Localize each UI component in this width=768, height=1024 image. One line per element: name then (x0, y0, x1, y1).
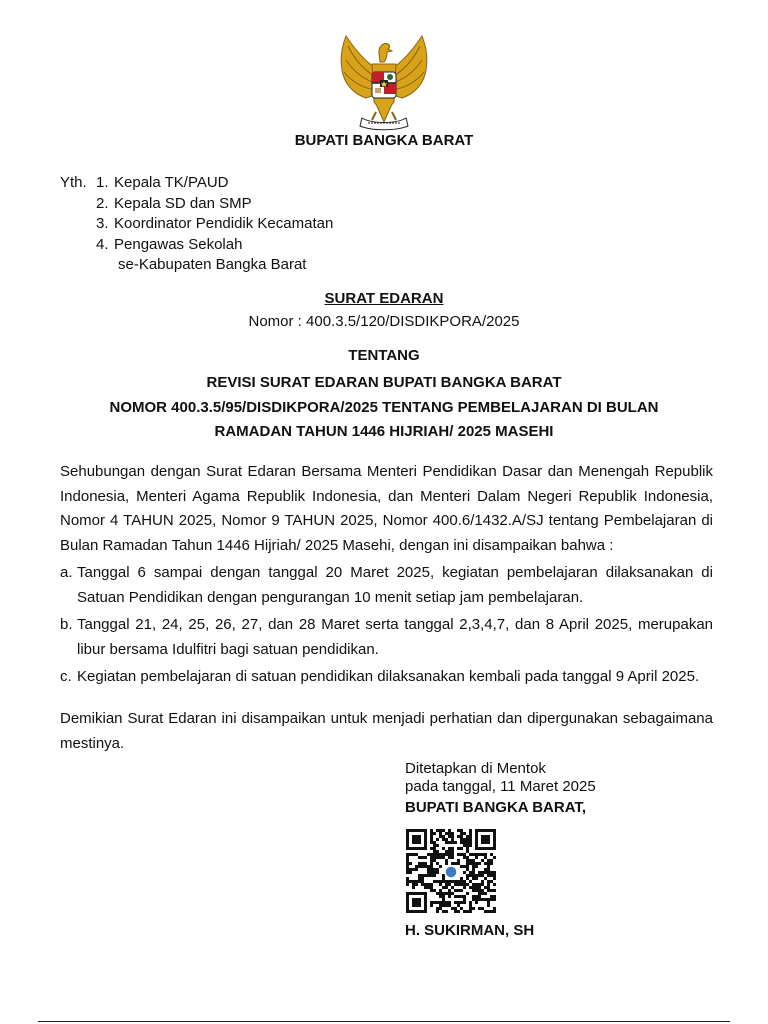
recipient-name: Kepala TK/PAUD (114, 174, 229, 191)
document-about: TENTANG (348, 347, 420, 364)
title-line: RAMADAN TAHUN 1446 HIJRIAH/ 2025 MASEHI (214, 423, 554, 440)
recipient-name: Pengawas Sekolah (114, 235, 243, 253)
recipient-item (60, 173, 333, 194)
closing-paragraph: Demikian Surat Edaran ini disampaikan untuk menjadi perhatian dan dipergunakan sebagaimana mestinya. (60, 710, 713, 752)
recipient-item (60, 214, 333, 235)
list-item (60, 665, 713, 690)
point-text: Tanggal 6 sampai dengan tanggal 20 Maret 2025, kegiatan pembelajaran dilaksanakan di Satuan Pendidikan dengan pengurangan 10 menit setiap jam pembelajaran. (77, 564, 713, 606)
recipient-region: se-Kabupaten Bangka Barat (118, 256, 307, 273)
point-marker: b. (60, 616, 73, 633)
signer-name: H. SUKIRMAN, SH (405, 922, 535, 939)
title-line: REVISI SURAT EDARAN BUPATI BANGKA BARAT (206, 374, 562, 391)
qr-code-icon (406, 829, 496, 913)
list-item (60, 561, 713, 610)
point-list (60, 561, 713, 693)
signature-date: pada tanggal, 11 Maret 2025 (405, 778, 596, 795)
signature-place: Ditetapkan di Mentok (405, 760, 546, 777)
list-item (60, 613, 713, 662)
point-text: Tanggal 21, 24, 25, 26, 27, dan 28 Maret serta tanggal 2,3,4,7, dan 8 April 2025, merupakan libur bersama Idulfitri bagi satuan pendidikan. (77, 616, 713, 658)
document-type: SURAT EDARAN (324, 290, 444, 307)
issuer-heading: BUPATI BANGKA BARAT (294, 132, 474, 149)
intro-paragraph: Sehubungan dengan Surat Edaran Bersama Menteri Pendidikan Dasar dan Menengah Republik Indonesia, Menteri Agama Republik Indonesia, dan Menteri Dalam Negeri Republik Indonesia, Nomor 4 TAHUN 2025, Nomor 9 TAHUN 2025, Nomor 400.6/1432.A/SJ tentang Pembelajaran di Bulan Ramadan Tahun 1446 Hijriah/ 2025 Masehi, dengan ini disampaikan bahwa : (60, 463, 713, 554)
recipient-number: 1. (96, 174, 109, 191)
recipient-item (60, 235, 333, 256)
garuda-emblem-icon (332, 32, 436, 134)
recipient-name: Kepala SD dan SMP (114, 194, 252, 212)
title-line: NOMOR 400.3.5/95/DISDIKPORA/2025 TENTANG PEMBELAJARAN DI BULAN (109, 398, 659, 416)
addressee-block (60, 173, 333, 276)
salutation: Yth. (60, 174, 87, 191)
document-number: Nomor : 400.3.5/120/DISDIKPORA/2025 (248, 313, 520, 330)
recipient-number: 3. (96, 215, 109, 232)
signature-place-date (405, 760, 596, 796)
point-text: Kegiatan pembelajaran di satuan pendidikan dilaksanakan kembali pada tanggal 9 April 2025. (77, 668, 700, 685)
recipient-item (60, 194, 333, 215)
document-title (0, 371, 768, 445)
footer-divider (38, 1021, 730, 1022)
recipient-number: 2. (96, 194, 109, 212)
signature-office: BUPATI BANGKA BARAT, (405, 799, 587, 816)
recipient-number: 4. (96, 235, 109, 253)
recipient-name: Koordinator Pendidik Kecamatan (114, 215, 334, 232)
point-marker: a. (60, 564, 73, 581)
point-marker: c. (60, 668, 72, 685)
